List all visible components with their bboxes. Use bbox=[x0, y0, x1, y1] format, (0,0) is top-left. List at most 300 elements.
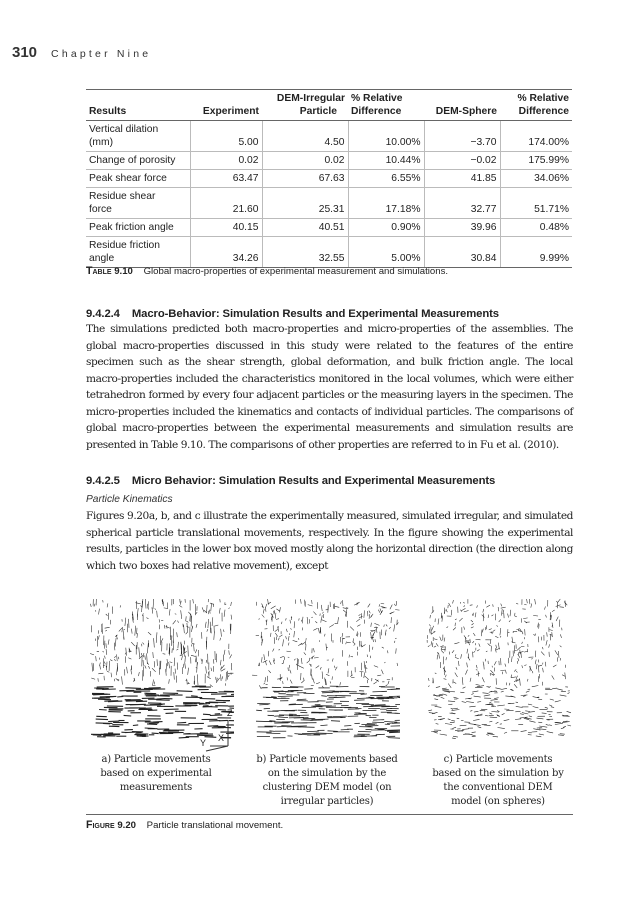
displacement-vector bbox=[275, 629, 278, 631]
displacement-vector bbox=[451, 720, 455, 721]
displacement-vector bbox=[221, 667, 222, 671]
displacement-vector bbox=[147, 643, 148, 653]
displacement-vector bbox=[555, 701, 561, 702]
displacement-vector bbox=[536, 664, 537, 669]
page-number: 310 bbox=[12, 44, 38, 61]
displacement-vector bbox=[177, 722, 186, 723]
displacement-vector bbox=[497, 625, 498, 626]
displacement-vector bbox=[428, 686, 429, 687]
displacement-vector bbox=[323, 612, 324, 614]
table-header-row bbox=[86, 90, 572, 121]
displacement-vector bbox=[483, 613, 484, 621]
subheading-particle-kinematics: Particle Kinematics bbox=[86, 494, 173, 505]
axis-label-z: Z bbox=[227, 708, 233, 718]
displacement-vector bbox=[366, 668, 367, 669]
displacement-vector bbox=[169, 679, 170, 684]
displacement-vector bbox=[326, 674, 329, 676]
displacement-vector bbox=[205, 622, 206, 628]
row-label-line: Vertical dilation bbox=[89, 124, 159, 135]
displacement-vector bbox=[511, 675, 512, 678]
displacement-vector bbox=[298, 638, 299, 640]
displacement-vector bbox=[381, 670, 383, 675]
displacement-vector bbox=[546, 640, 547, 645]
displacement-vector bbox=[191, 696, 198, 697]
displacement-vector bbox=[148, 632, 151, 635]
displacement-vector bbox=[136, 603, 141, 604]
subcaption-line: based on the simulation by bbox=[432, 768, 564, 779]
displacement-vector bbox=[364, 620, 365, 624]
displacement-vector bbox=[491, 712, 498, 713]
displacement-vector bbox=[302, 642, 305, 644]
displacement-vector bbox=[304, 652, 306, 655]
displacement-vector bbox=[207, 677, 211, 679]
displacement-vector bbox=[221, 629, 222, 637]
displacement-vector bbox=[453, 736, 458, 737]
displacement-vector bbox=[283, 639, 284, 646]
displacement-vector bbox=[143, 660, 144, 666]
displacement-vector bbox=[501, 691, 504, 692]
displacement-vector bbox=[212, 617, 213, 626]
displacement-vector bbox=[152, 733, 159, 734]
displacement-vector bbox=[389, 732, 400, 733]
displacement-vector bbox=[188, 612, 191, 615]
displacement-vector bbox=[533, 616, 538, 617]
displacement-vector bbox=[143, 653, 144, 657]
displacement-vector bbox=[454, 643, 459, 644]
displacement-vector bbox=[539, 665, 543, 666]
displacement-vector bbox=[353, 642, 356, 645]
displacement-vector bbox=[529, 721, 535, 723]
displacement-vector bbox=[441, 650, 444, 653]
subcaption-line: the conventional DEM bbox=[443, 782, 553, 793]
displacement-vector bbox=[440, 734, 447, 735]
displacement-vector bbox=[476, 684, 480, 685]
displacement-vector bbox=[164, 625, 165, 629]
displacement-vector bbox=[326, 706, 336, 707]
displacement-vector bbox=[374, 682, 378, 684]
displacement-vector bbox=[147, 663, 148, 665]
displacement-vector bbox=[126, 648, 127, 656]
displacement-vector bbox=[491, 699, 498, 700]
displacement-vector bbox=[297, 658, 298, 664]
displacement-vector bbox=[144, 693, 156, 694]
displacement-vector bbox=[197, 662, 198, 673]
displacement-vector bbox=[452, 708, 458, 709]
displacement-vector bbox=[561, 728, 565, 729]
axis-label-y: Y bbox=[200, 738, 207, 748]
displacement-vector bbox=[436, 724, 439, 725]
displacement-vector bbox=[105, 656, 106, 659]
displacement-vector bbox=[329, 625, 334, 628]
displacement-vector bbox=[546, 615, 547, 618]
displacement-vector bbox=[388, 681, 389, 684]
displacement-vector bbox=[550, 699, 554, 700]
displacement-vector bbox=[492, 666, 493, 668]
table-row bbox=[86, 152, 572, 170]
displacement-vector bbox=[299, 618, 300, 620]
cell-rel-diff-1: 10.00% bbox=[348, 121, 424, 152]
displacement-vector bbox=[294, 734, 302, 735]
displacement-vector bbox=[495, 636, 498, 637]
displacement-vector bbox=[320, 627, 321, 634]
displacement-vector bbox=[221, 669, 225, 672]
displacement-vector bbox=[108, 639, 109, 644]
displacement-vector bbox=[441, 616, 442, 619]
displacement-vector bbox=[357, 698, 373, 699]
chapter-title: Chapter Nine bbox=[51, 48, 152, 60]
displacement-vector bbox=[440, 646, 443, 647]
displacement-vector bbox=[522, 665, 523, 668]
row-label-line: (mm) bbox=[89, 137, 114, 148]
displacement-vector bbox=[458, 661, 459, 666]
displacement-vector bbox=[446, 675, 447, 678]
displacement-vector bbox=[266, 661, 267, 665]
displacement-vector bbox=[488, 734, 495, 735]
displacement-vector bbox=[341, 601, 342, 604]
displacement-vector bbox=[431, 641, 432, 645]
displacement-vector bbox=[313, 678, 315, 683]
displacement-vector bbox=[470, 678, 471, 682]
displacement-vector bbox=[522, 642, 523, 644]
displacement-vector bbox=[179, 737, 189, 738]
displacement-vector bbox=[201, 659, 202, 662]
displacement-vector bbox=[231, 663, 232, 670]
col-header-rel-diff-2 bbox=[500, 90, 572, 121]
displacement-vector bbox=[207, 629, 208, 632]
displacement-vector bbox=[274, 716, 284, 717]
displacement-vector bbox=[159, 625, 160, 630]
cell-rel-diff-1: 5.00% bbox=[348, 237, 424, 268]
displacement-vector bbox=[357, 625, 360, 627]
section-number: 9.4.2.5 bbox=[86, 475, 120, 487]
displacement-vector bbox=[454, 697, 459, 698]
displacement-vector bbox=[96, 719, 108, 720]
figure-divider bbox=[86, 814, 573, 815]
displacement-vector bbox=[467, 649, 468, 654]
displacement-vector bbox=[523, 618, 527, 619]
row-label bbox=[86, 237, 190, 268]
col-header-experiment: Experiment bbox=[190, 90, 262, 121]
displacement-vector bbox=[446, 657, 447, 660]
displacement-vector bbox=[167, 659, 168, 666]
displacement-vector bbox=[152, 607, 153, 613]
displacement-vector bbox=[107, 671, 109, 672]
displacement-vector bbox=[196, 612, 198, 614]
cell-dem-sphere: 41.85 bbox=[424, 170, 500, 188]
displacement-vector bbox=[100, 663, 101, 667]
displacement-vector bbox=[156, 632, 157, 643]
displacement-vector bbox=[552, 610, 555, 612]
displacement-vector bbox=[388, 650, 389, 653]
displacement-vector bbox=[308, 605, 313, 606]
displacement-vector bbox=[532, 671, 533, 673]
displacement-vector bbox=[231, 602, 232, 606]
displacement-vector bbox=[145, 599, 146, 609]
displacement-vector bbox=[520, 678, 521, 685]
displacement-vector bbox=[114, 643, 115, 651]
displacement-vector bbox=[192, 627, 193, 632]
displacement-vector bbox=[291, 628, 292, 629]
displacement-vector bbox=[367, 724, 377, 725]
displacement-vector bbox=[461, 608, 465, 610]
cell-dem-irregular: 67.63 bbox=[262, 170, 348, 188]
displacement-vector bbox=[98, 673, 103, 674]
displacement-vector bbox=[338, 617, 339, 623]
displacement-vector bbox=[206, 637, 207, 648]
displacement-vector bbox=[173, 620, 176, 624]
displacement-vector bbox=[494, 661, 496, 665]
displacement-vector bbox=[346, 642, 347, 645]
subcaption-b bbox=[247, 753, 407, 809]
displacement-vector bbox=[386, 685, 388, 687]
displacement-vector bbox=[127, 667, 128, 674]
displacement-vector bbox=[214, 631, 215, 640]
displacement-vector bbox=[477, 650, 479, 652]
displacement-vector bbox=[529, 599, 530, 604]
displacement-vector bbox=[341, 729, 349, 730]
table-caption-label: Table bbox=[86, 265, 112, 277]
displacement-vector bbox=[187, 623, 188, 633]
displacement-vector bbox=[481, 630, 482, 637]
displacement-vector bbox=[265, 604, 266, 608]
displacement-vector bbox=[526, 691, 530, 692]
displacement-vector bbox=[320, 667, 321, 670]
cell-dem-sphere: 32.77 bbox=[424, 188, 500, 219]
displacement-vector bbox=[379, 604, 380, 606]
displacement-vector bbox=[398, 697, 400, 698]
displacement-vector bbox=[397, 663, 398, 666]
displacement-vector bbox=[98, 635, 99, 639]
displacement-vector bbox=[558, 599, 561, 602]
displacement-vector bbox=[455, 619, 457, 620]
displacement-vector bbox=[539, 726, 547, 727]
cell-rel-diff-2: 175.99% bbox=[500, 152, 572, 170]
displacement-vector bbox=[439, 653, 440, 659]
displacement-vector bbox=[501, 607, 506, 608]
displacement-vector bbox=[161, 638, 163, 642]
row-label-line: Residue friction bbox=[89, 240, 160, 251]
displacement-vector bbox=[389, 627, 391, 629]
displacement-vector bbox=[560, 658, 561, 661]
displacement-vector bbox=[509, 683, 510, 686]
displacement-vector bbox=[372, 722, 384, 723]
displacement-vector bbox=[153, 652, 154, 658]
displacement-vector bbox=[271, 606, 276, 609]
displacement-vector bbox=[103, 651, 104, 652]
displacement-vector bbox=[153, 599, 154, 609]
displacement-vector bbox=[316, 683, 320, 684]
displacement-vector bbox=[169, 662, 170, 668]
displacement-vector bbox=[202, 659, 203, 664]
displacement-vector bbox=[286, 710, 298, 711]
displacement-vector bbox=[220, 660, 221, 665]
displacement-vector bbox=[278, 696, 293, 697]
displacement-vector bbox=[462, 677, 463, 685]
displacement-vector bbox=[467, 663, 468, 668]
displacement-vector bbox=[488, 615, 489, 618]
displacement-vector bbox=[504, 720, 510, 721]
displacement-vector bbox=[453, 628, 456, 631]
displacement-vector bbox=[481, 709, 487, 710]
cell-dem-irregular: 25.31 bbox=[262, 188, 348, 219]
displacement-vector bbox=[325, 678, 326, 685]
displacement-vector bbox=[134, 678, 135, 682]
displacement-vector bbox=[145, 722, 159, 723]
displacement-vector bbox=[568, 693, 570, 694]
displacement-vector bbox=[430, 615, 431, 618]
displacement-vector bbox=[273, 691, 289, 692]
displacement-vector bbox=[152, 668, 156, 672]
cell-experiment: 21.60 bbox=[190, 188, 262, 219]
displacement-vector bbox=[135, 626, 136, 636]
displacement-vector bbox=[455, 657, 459, 658]
displacement-vector bbox=[321, 605, 322, 611]
displacement-vector bbox=[453, 600, 454, 603]
col-header-line: % Relative bbox=[351, 93, 403, 104]
displacement-vector bbox=[269, 670, 271, 673]
displacement-vector bbox=[288, 668, 289, 671]
displacement-vector bbox=[104, 662, 105, 664]
displacement-vector bbox=[443, 657, 444, 665]
displacement-vector bbox=[259, 704, 268, 705]
displacement-vector bbox=[321, 617, 322, 622]
displacement-vector bbox=[365, 726, 371, 727]
displacement-vector bbox=[485, 715, 488, 716]
displacement-vector bbox=[508, 614, 509, 618]
displacement-vector bbox=[122, 676, 123, 684]
displacement-vector bbox=[549, 630, 552, 631]
displacement-vector bbox=[545, 662, 546, 667]
displacement-vector bbox=[496, 645, 497, 649]
displacement-vector bbox=[256, 710, 262, 711]
displacement-vector bbox=[275, 613, 276, 619]
displacement-vector bbox=[564, 602, 567, 606]
displacement-vector bbox=[460, 725, 467, 726]
displacement-vector bbox=[457, 718, 460, 719]
displacement-vector bbox=[494, 698, 498, 699]
displacement-vector bbox=[448, 701, 455, 702]
page-header bbox=[12, 44, 151, 61]
displacement-vector bbox=[342, 633, 343, 637]
displacement-vector bbox=[444, 679, 447, 680]
displacement-vector bbox=[145, 665, 146, 668]
displacement-vector bbox=[434, 631, 436, 632]
displacement-vector bbox=[316, 666, 320, 669]
displacement-vector bbox=[456, 667, 457, 669]
cell-experiment: 40.15 bbox=[190, 219, 262, 237]
table-row bbox=[86, 219, 572, 237]
displacement-vector bbox=[524, 651, 528, 652]
displacement-vector bbox=[203, 707, 218, 708]
displacement-vector bbox=[436, 687, 440, 688]
displacement-vector bbox=[470, 711, 472, 712]
displacement-vector bbox=[446, 627, 448, 628]
displacement-vector bbox=[92, 694, 100, 695]
displacement-vector bbox=[266, 733, 280, 734]
displacement-vector bbox=[218, 710, 226, 711]
table-row bbox=[86, 121, 572, 152]
displacement-vector bbox=[536, 736, 541, 737]
displacement-vector bbox=[216, 700, 230, 701]
displacement-vector bbox=[460, 692, 464, 693]
displacement-vector bbox=[452, 727, 456, 728]
displacement-vector bbox=[371, 735, 377, 736]
cell-rel-diff-2: 9.99% bbox=[500, 237, 572, 268]
displacement-vector bbox=[157, 696, 170, 697]
displacement-vector bbox=[558, 651, 559, 658]
displacement-vector bbox=[269, 731, 274, 732]
displacement-vector bbox=[307, 661, 310, 664]
displacement-vector bbox=[452, 738, 456, 739]
displacement-vector bbox=[106, 649, 107, 655]
displacement-vector bbox=[315, 621, 317, 623]
displacement-vector bbox=[143, 643, 145, 645]
displacement-vector bbox=[275, 633, 277, 637]
displacement-vector bbox=[531, 604, 532, 608]
displacement-vector bbox=[301, 620, 302, 622]
displacement-vector bbox=[274, 658, 275, 661]
col-header-line: Difference bbox=[518, 106, 569, 117]
displacement-vector bbox=[206, 660, 207, 663]
displacement-vector bbox=[178, 642, 179, 648]
cell-rel-diff-1: 0.90% bbox=[348, 219, 424, 237]
displacement-vector bbox=[262, 641, 263, 645]
displacement-vector bbox=[490, 670, 493, 673]
displacement-vector bbox=[221, 674, 222, 681]
displacement-vector bbox=[211, 668, 212, 671]
displacement-vector bbox=[203, 714, 211, 715]
displacement-vector bbox=[124, 715, 132, 716]
table-caption-text: Global macro-properties of experimental measurement and simulations. bbox=[143, 266, 449, 277]
displacement-vector bbox=[139, 672, 140, 676]
displacement-vector bbox=[449, 603, 451, 607]
displacement-vector bbox=[153, 680, 154, 686]
displacement-vector bbox=[469, 706, 475, 707]
cell-rel-diff-2: 34.06% bbox=[500, 170, 572, 188]
table-row bbox=[86, 237, 572, 268]
displacement-vector bbox=[100, 665, 101, 669]
displacement-vector bbox=[309, 664, 312, 665]
displacement-vector bbox=[364, 661, 365, 668]
displacement-vector bbox=[388, 738, 400, 739]
cell-experiment: 0.02 bbox=[190, 152, 262, 170]
displacement-vector bbox=[193, 599, 194, 603]
displacement-vector bbox=[286, 629, 287, 632]
displacement-vector bbox=[263, 609, 264, 614]
displacement-vector bbox=[105, 627, 110, 628]
displacement-vector bbox=[271, 633, 272, 637]
displacement-vector bbox=[477, 702, 481, 703]
displacement-vector bbox=[320, 725, 327, 726]
displacement-vector bbox=[98, 699, 111, 700]
displacement-vector bbox=[472, 641, 474, 643]
displacement-vector bbox=[301, 680, 304, 683]
displacement-vector bbox=[462, 702, 467, 703]
displacement-vector bbox=[373, 691, 387, 692]
displacement-vector bbox=[343, 610, 346, 613]
displacement-vector bbox=[435, 706, 442, 707]
displacement-vector bbox=[560, 634, 561, 638]
displacement-vector bbox=[444, 638, 445, 642]
displacement-vector bbox=[382, 647, 384, 648]
displacement-vector bbox=[276, 619, 279, 620]
displacement-vector bbox=[290, 620, 291, 624]
displacement-vector bbox=[516, 702, 518, 703]
displacement-vector bbox=[328, 731, 338, 732]
displacement-vector bbox=[111, 673, 112, 678]
displacement-vector bbox=[307, 731, 319, 732]
displacement-vector bbox=[483, 693, 489, 694]
